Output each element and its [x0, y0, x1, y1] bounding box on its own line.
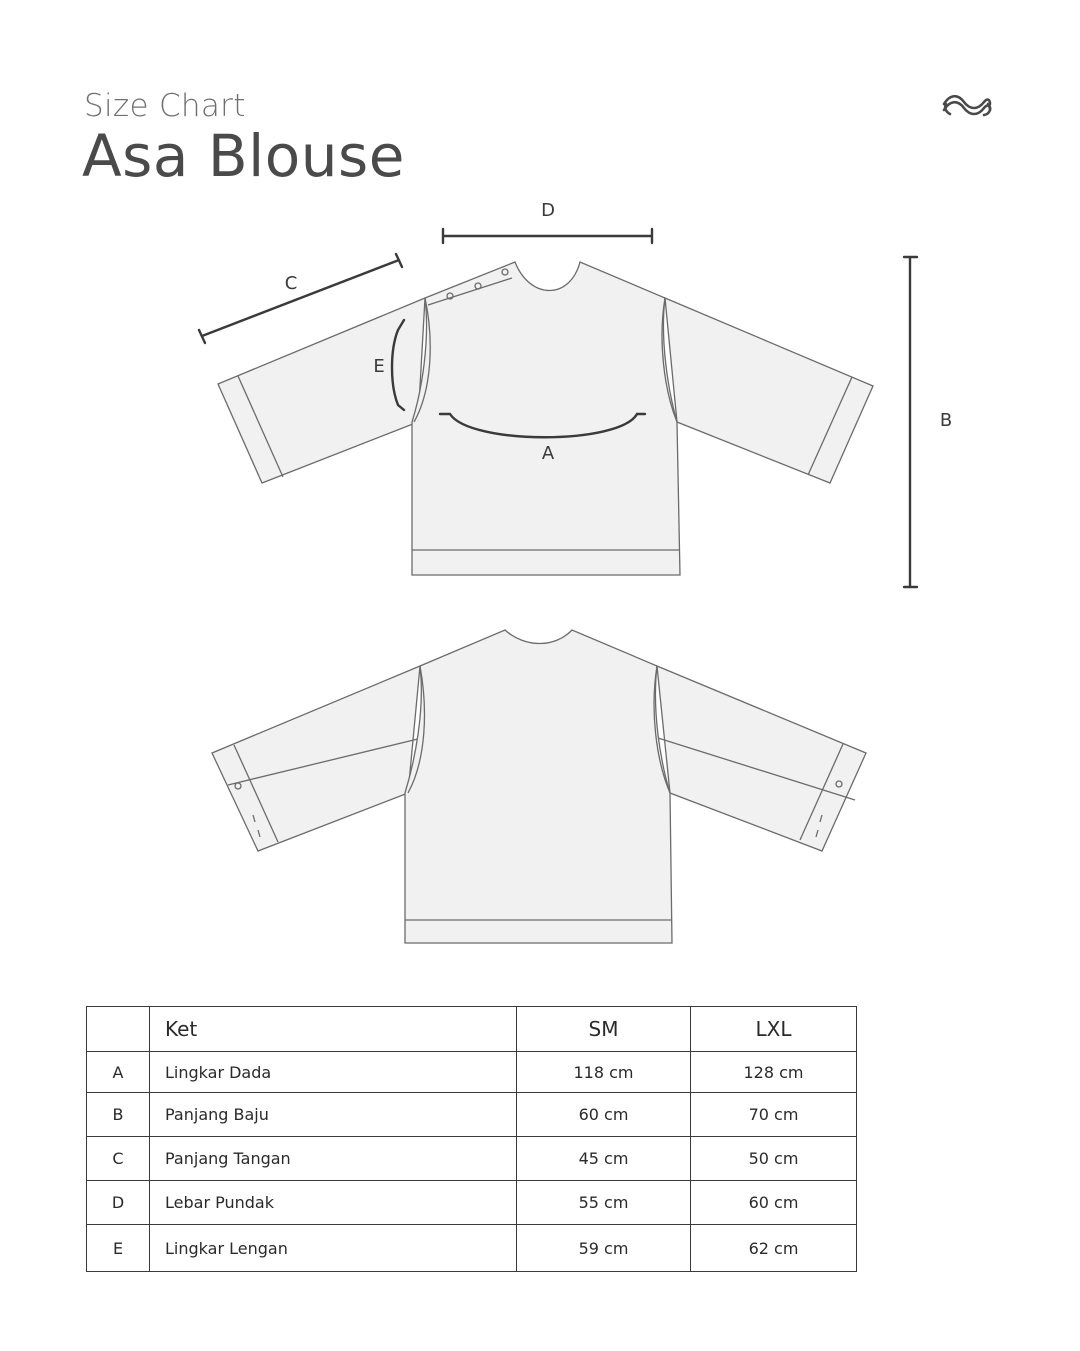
dimension-d-line — [443, 229, 652, 243]
row-ket: Panjang Tangan — [150, 1137, 517, 1181]
table-row — [87, 1225, 857, 1272]
header-ket: Ket — [150, 1007, 517, 1052]
row-ket: Panjang Baju — [150, 1093, 517, 1137]
row-key: D — [87, 1181, 150, 1225]
page-title: Asa Blouse — [82, 122, 405, 190]
dimension-e-label: E — [373, 356, 385, 377]
row-ket: Lebar Pundak — [150, 1181, 517, 1225]
table-row — [87, 1093, 857, 1137]
back-right-sleeve — [657, 666, 866, 851]
row-key: E — [87, 1225, 150, 1272]
dimension-b-line — [904, 257, 917, 587]
header-sm: SM — [517, 1007, 691, 1052]
row-lxl: 60 cm — [691, 1181, 857, 1225]
back-left-sleeve — [212, 666, 420, 851]
table-row — [87, 1052, 857, 1093]
front-body — [412, 262, 680, 575]
row-lxl: 128 cm — [691, 1052, 857, 1093]
row-ket: Lingkar Dada — [150, 1052, 517, 1093]
back-view — [212, 630, 866, 943]
front-view — [218, 262, 873, 575]
back-body — [405, 630, 672, 943]
row-sm: 59 cm — [517, 1225, 691, 1272]
dimension-b-label: B — [939, 410, 953, 431]
row-key: A — [87, 1052, 150, 1093]
row-ket: Lingkar Lengan — [150, 1225, 517, 1272]
row-sm: 45 cm — [517, 1137, 691, 1181]
row-key: B — [87, 1093, 150, 1137]
wave-knot-logo-icon — [940, 90, 994, 124]
row-lxl: 70 cm — [691, 1093, 857, 1137]
table-row — [87, 1137, 857, 1181]
row-sm: 55 cm — [517, 1181, 691, 1225]
table-header-row — [87, 1007, 857, 1052]
row-sm: 118 cm — [517, 1052, 691, 1093]
row-sm: 60 cm — [517, 1093, 691, 1137]
dimension-d-label: D — [541, 200, 555, 221]
page-subtitle: Size Chart — [84, 88, 246, 124]
row-key: C — [87, 1137, 150, 1181]
front-right-sleeve — [665, 298, 873, 483]
header-lxl: LXL — [691, 1007, 857, 1052]
row-lxl: 62 cm — [691, 1225, 857, 1272]
garment-diagram — [0, 190, 1080, 960]
dimension-a-label: A — [541, 443, 555, 464]
row-lxl: 50 cm — [691, 1137, 857, 1181]
dimension-c-label: C — [284, 273, 298, 294]
size-table — [86, 1006, 857, 1272]
header-key — [87, 1007, 150, 1052]
table-row — [87, 1181, 857, 1225]
